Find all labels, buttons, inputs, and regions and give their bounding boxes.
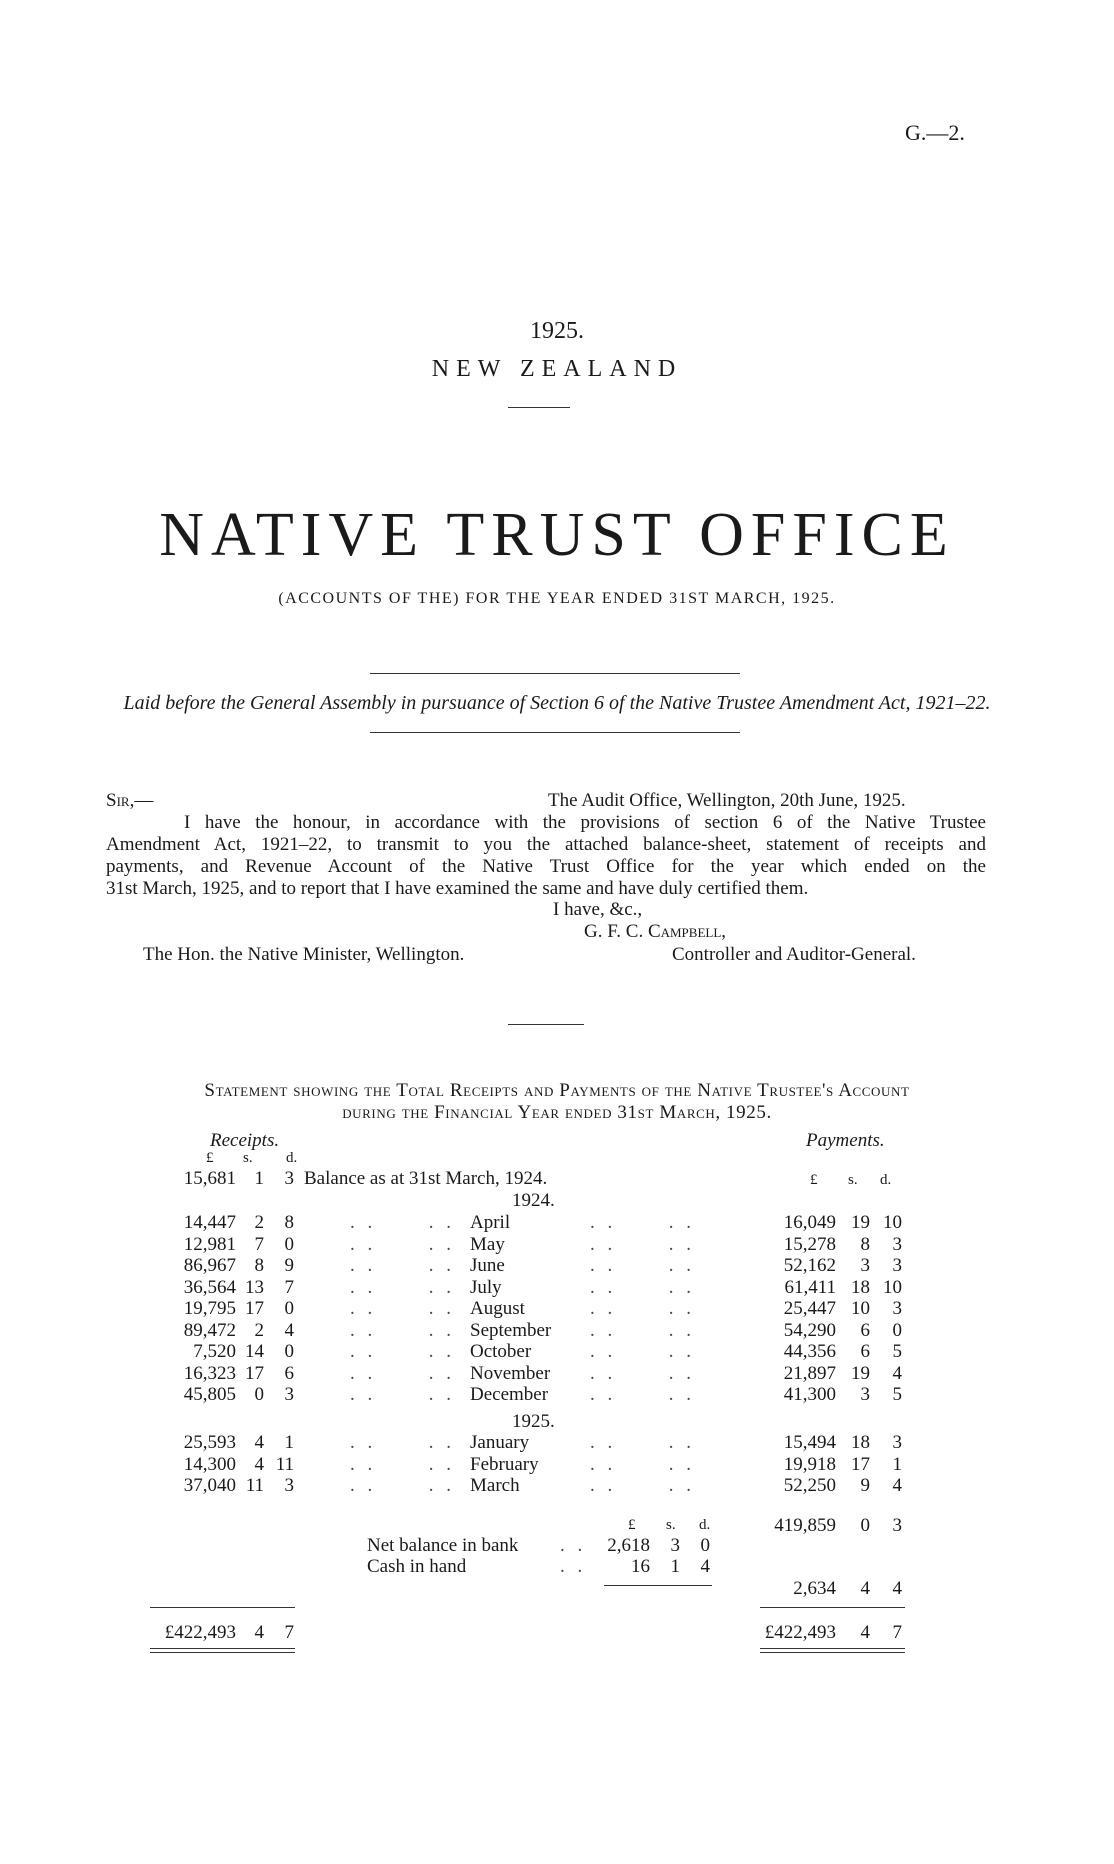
letter-recipient: The Hon. the Native Minister, Wellington. [143, 944, 465, 965]
letter-body-line: Amendment Act, 1921–22, to transmit to you the attached balance-sheet, statement of receipts and [106, 834, 986, 855]
receipts-pounds: 14,300 [183, 1453, 236, 1475]
payments-heading: Payments. [806, 1130, 885, 1151]
receipts-pence: 6 [284, 1362, 294, 1384]
receipts-double-rule-bottom [150, 1652, 295, 1653]
receipts-double-rule-top [150, 1648, 295, 1649]
payments-pounds: 16,049 [783, 1212, 836, 1233]
receipts-pence: 1 [284, 1432, 294, 1453]
section-divider [508, 1024, 584, 1025]
cash-in-hand-label: Cash in hand [367, 1556, 467, 1577]
letter-body-line: I have the honour, in accordance with the provisions of section 6 of the Native Trustee [184, 812, 986, 833]
payments-pounds: 52,250 [783, 1475, 836, 1496]
month-label: January [470, 1432, 530, 1453]
leader-dots-mid: . . . . [590, 1475, 695, 1496]
balance-total-shillings: 4 [860, 1578, 870, 1599]
receipts-shillings: 7 [254, 1233, 264, 1255]
payments-subtotal-shillings: 0 [860, 1515, 870, 1536]
receipts-shillings: 13 [245, 1276, 264, 1298]
leader-dots-mid: . . . . [590, 1255, 695, 1276]
leader-dots-left: . . . . [350, 1475, 455, 1496]
payments-shillings: 19 [851, 1212, 870, 1233]
payments-subtotal-pence: 3 [892, 1515, 902, 1536]
payments-pounds: 15,278 [783, 1233, 836, 1255]
payments-pence: 10 [883, 1212, 902, 1233]
payments-pounds-header: £ [810, 1172, 818, 1188]
receipts-pounds: 36,564 [183, 1276, 236, 1298]
leader-dots-mid: . . . . [590, 1384, 695, 1405]
payments-shillings: 6 [860, 1319, 870, 1341]
payments-shillings: 17 [851, 1453, 870, 1475]
leader-dots-mid: . . . . [590, 1362, 695, 1384]
document-subtitle: (ACCOUNTS OF THE) FOR THE YEAR ENDED 31ST MARCH, 1925. [278, 590, 836, 607]
receipts-total-rule [150, 1607, 295, 1608]
balance-shillings-header: s. [666, 1517, 676, 1533]
payments-shillings: 6 [860, 1341, 870, 1362]
receipts-shillings: 8 [254, 1255, 264, 1276]
year-1925-heading: 1925. [512, 1411, 555, 1432]
receipts-shillings-header: s. [243, 1150, 253, 1166]
leader-dots-mid: . . . . [590, 1233, 695, 1255]
opening-receipts-pence: 3 [284, 1168, 294, 1189]
receipts-pounds: 45,805 [183, 1384, 236, 1405]
balance-pence-header: d. [699, 1517, 711, 1533]
receipts-shillings: 2 [254, 1319, 264, 1341]
receipts-heading: Receipts. [210, 1130, 280, 1151]
receipts-pence: 0 [284, 1341, 294, 1362]
rule-below-laid [370, 732, 740, 733]
payments-pounds: 41,300 [783, 1384, 836, 1405]
leader-dots-mid: . . . . [590, 1212, 695, 1233]
payments-shillings-header: s. [848, 1172, 858, 1188]
opening-receipts-pounds: 15,681 [183, 1168, 236, 1189]
letter-closing: I have, &c., [553, 899, 643, 920]
receipts-shillings: 17 [245, 1298, 264, 1319]
payments-shillings: 18 [851, 1432, 870, 1453]
opening-balance-label: Balance as at 31st March, 1924. [304, 1168, 548, 1189]
payments-pence: 5 [892, 1384, 902, 1405]
leader-dots-mid: . . . . [590, 1453, 695, 1475]
cash-in-hand-pence: 4 [700, 1556, 710, 1577]
leader-dots-left: . . . . [350, 1233, 455, 1255]
month-label: October [470, 1341, 532, 1362]
year-1924-heading: 1924. [512, 1190, 555, 1211]
payments-shillings: 10 [851, 1298, 870, 1319]
letter-place-date: The Audit Office, Wellington, 20th June, 1925. [548, 790, 906, 811]
receipts-pounds: 7,520 [193, 1341, 236, 1362]
net-balance-pence: 0 [700, 1535, 710, 1556]
grand-total-payments-pounds: £422,493 [764, 1622, 836, 1643]
laid-before-note: Laid before the General Assembly in pursuance of Section 6 of the Native Trustee Amendment Act, 1921–22. [123, 692, 991, 714]
receipts-shillings: 0 [254, 1384, 264, 1405]
month-label: February [470, 1453, 539, 1475]
receipts-pounds: 16,323 [183, 1362, 236, 1384]
letter-body-line: payments, and Revenue Account of the Native Trust Office for the year which ended on the [106, 856, 986, 877]
net-balance-label: Net balance in bank [367, 1535, 519, 1556]
payments-pounds: 25,447 [783, 1298, 836, 1319]
payments-pounds: 61,411 [784, 1276, 836, 1298]
cash-in-hand-shillings: 1 [670, 1556, 680, 1577]
leader-dots-left: . . . . [350, 1341, 455, 1362]
receipts-pence: 3 [284, 1384, 294, 1405]
payments-pounds: 54,290 [783, 1319, 836, 1341]
payments-pence: 0 [892, 1319, 902, 1341]
payments-pence: 4 [892, 1475, 902, 1496]
leader-dots-left: . . . . [350, 1384, 455, 1405]
payments-pounds: 21,897 [783, 1362, 836, 1384]
receipts-pence: 3 [284, 1475, 294, 1496]
receipts-shillings: 2 [254, 1212, 264, 1233]
statement-title-line1: Statement showing the Total Receipts and Payments of the Native Trustee's Account [204, 1080, 910, 1101]
month-label: March [470, 1475, 520, 1496]
net-balance-shillings: 3 [670, 1535, 680, 1556]
leader-dots-left: . . . . [350, 1212, 455, 1233]
payments-shillings: 9 [860, 1475, 870, 1496]
letter-signatory: G. F. C. Campbell, [584, 921, 727, 942]
payments-subtotal-pounds: 419,859 [774, 1515, 836, 1536]
receipts-pounds: 89,472 [183, 1319, 236, 1341]
month-label: December [470, 1384, 549, 1405]
leader-dots-mid: . . . . [590, 1432, 695, 1453]
payments-pounds: 15,494 [783, 1432, 836, 1453]
letter-salutation: Sir,— [106, 790, 154, 811]
month-label: June [470, 1255, 505, 1276]
grand-total-payments-shillings: 4 [860, 1622, 870, 1643]
receipts-pounds-header: £ [206, 1150, 214, 1166]
receipts-shillings: 11 [245, 1475, 264, 1496]
receipts-pounds: 86,967 [183, 1255, 236, 1276]
payments-shillings: 3 [860, 1255, 870, 1276]
short-rule [508, 407, 570, 408]
leader-dots: . . [560, 1556, 587, 1577]
receipts-pence: 0 [284, 1298, 294, 1319]
letter-body-line: 31st March, 1925, and to report that I have examined the same and have duly certified them. [106, 878, 809, 899]
leader-dots-left: . . . . [350, 1276, 455, 1298]
receipts-pence: 4 [284, 1319, 294, 1341]
grand-total-receipts-pounds: £422,493 [164, 1622, 236, 1643]
receipts-pence-header: d. [286, 1150, 298, 1166]
month-label: September [470, 1319, 552, 1341]
leader-dots-left: . . . . [350, 1453, 455, 1475]
receipts-pence: 9 [284, 1255, 294, 1276]
cash-in-hand-pounds: 16 [631, 1556, 650, 1577]
leader-dots-left: . . . . [350, 1255, 455, 1276]
balance-total-pence: 4 [892, 1578, 902, 1599]
leader-dots-left: . . . . [350, 1319, 455, 1341]
payments-pounds: 52,162 [783, 1255, 836, 1276]
receipts-shillings: 4 [254, 1453, 264, 1475]
receipts-shillings: 14 [245, 1341, 264, 1362]
payments-pounds: 19,918 [783, 1453, 836, 1475]
payments-shillings: 3 [860, 1384, 870, 1405]
payments-pence: 3 [892, 1298, 902, 1319]
receipts-pounds: 37,040 [183, 1475, 236, 1496]
opening-receipts-shillings: 1 [254, 1168, 264, 1189]
net-balance-pounds: 2,618 [607, 1535, 650, 1556]
document-title: NATIVE TRUST OFFICE [159, 501, 955, 569]
payments-pence: 5 [892, 1341, 902, 1362]
leader-dots-left: . . . . [350, 1432, 455, 1453]
leader-dots-left: . . . . [350, 1362, 455, 1384]
receipts-pence: 7 [284, 1276, 294, 1298]
country-heading: NEW ZEALAND [431, 356, 683, 382]
grand-total-receipts-pence: 7 [284, 1622, 294, 1643]
month-label: November [470, 1362, 551, 1384]
document-year: 1925. [530, 318, 584, 344]
payments-pence: 4 [892, 1362, 902, 1384]
letter-signatory-title: Controller and Auditor-General. [672, 944, 916, 965]
leader-dots-mid: . . . . [590, 1276, 695, 1298]
payments-pence: 3 [892, 1255, 902, 1276]
leader-dots-mid: . . . . [590, 1298, 695, 1319]
payments-pence: 3 [892, 1233, 902, 1255]
page-reference: G.—2. [905, 120, 965, 145]
balance-total-pounds: 2,634 [793, 1578, 836, 1599]
payments-shillings: 19 [851, 1362, 870, 1384]
receipts-pence: 0 [284, 1233, 294, 1255]
month-label: July [470, 1276, 502, 1298]
receipts-pounds: 25,593 [183, 1432, 236, 1453]
month-label: August [470, 1298, 525, 1319]
month-label: April [470, 1212, 511, 1233]
payments-pence: 1 [892, 1453, 902, 1475]
payments-double-rule-top [760, 1648, 905, 1649]
grand-total-receipts-shillings: 4 [254, 1622, 264, 1643]
month-label: May [470, 1233, 505, 1255]
receipts-pence: 11 [275, 1453, 294, 1475]
payments-pence: 3 [892, 1432, 902, 1453]
receipts-pounds: 19,795 [183, 1298, 236, 1319]
rule-above-laid [370, 673, 740, 674]
payments-double-rule-bottom [760, 1652, 905, 1653]
letter-body [106, 812, 986, 900]
payments-pence: 10 [883, 1276, 902, 1298]
payments-pounds: 44,356 [783, 1341, 836, 1362]
leader-dots-mid: . . . . [590, 1319, 695, 1341]
statement-title-line2: during the Financial Year ended 31st March, 1925. [342, 1102, 772, 1123]
payments-shillings: 8 [860, 1233, 870, 1255]
leader-dots: . . [560, 1535, 587, 1556]
leader-dots-mid: . . . . [590, 1341, 695, 1362]
balance-sum-rule [604, 1585, 712, 1586]
payments-total-rule [760, 1607, 905, 1608]
payments-pence-header: d. [880, 1172, 892, 1188]
receipts-pence: 8 [284, 1212, 294, 1233]
balance-pounds-header: £ [628, 1517, 636, 1533]
receipts-pounds: 14,447 [183, 1212, 236, 1233]
receipts-shillings: 4 [254, 1432, 264, 1453]
receipts-shillings: 17 [245, 1362, 264, 1384]
receipts-pounds: 12,981 [183, 1233, 236, 1255]
leader-dots-left: . . . . [350, 1298, 455, 1319]
payments-shillings: 18 [851, 1276, 870, 1298]
grand-total-payments-pence: 7 [892, 1622, 902, 1643]
